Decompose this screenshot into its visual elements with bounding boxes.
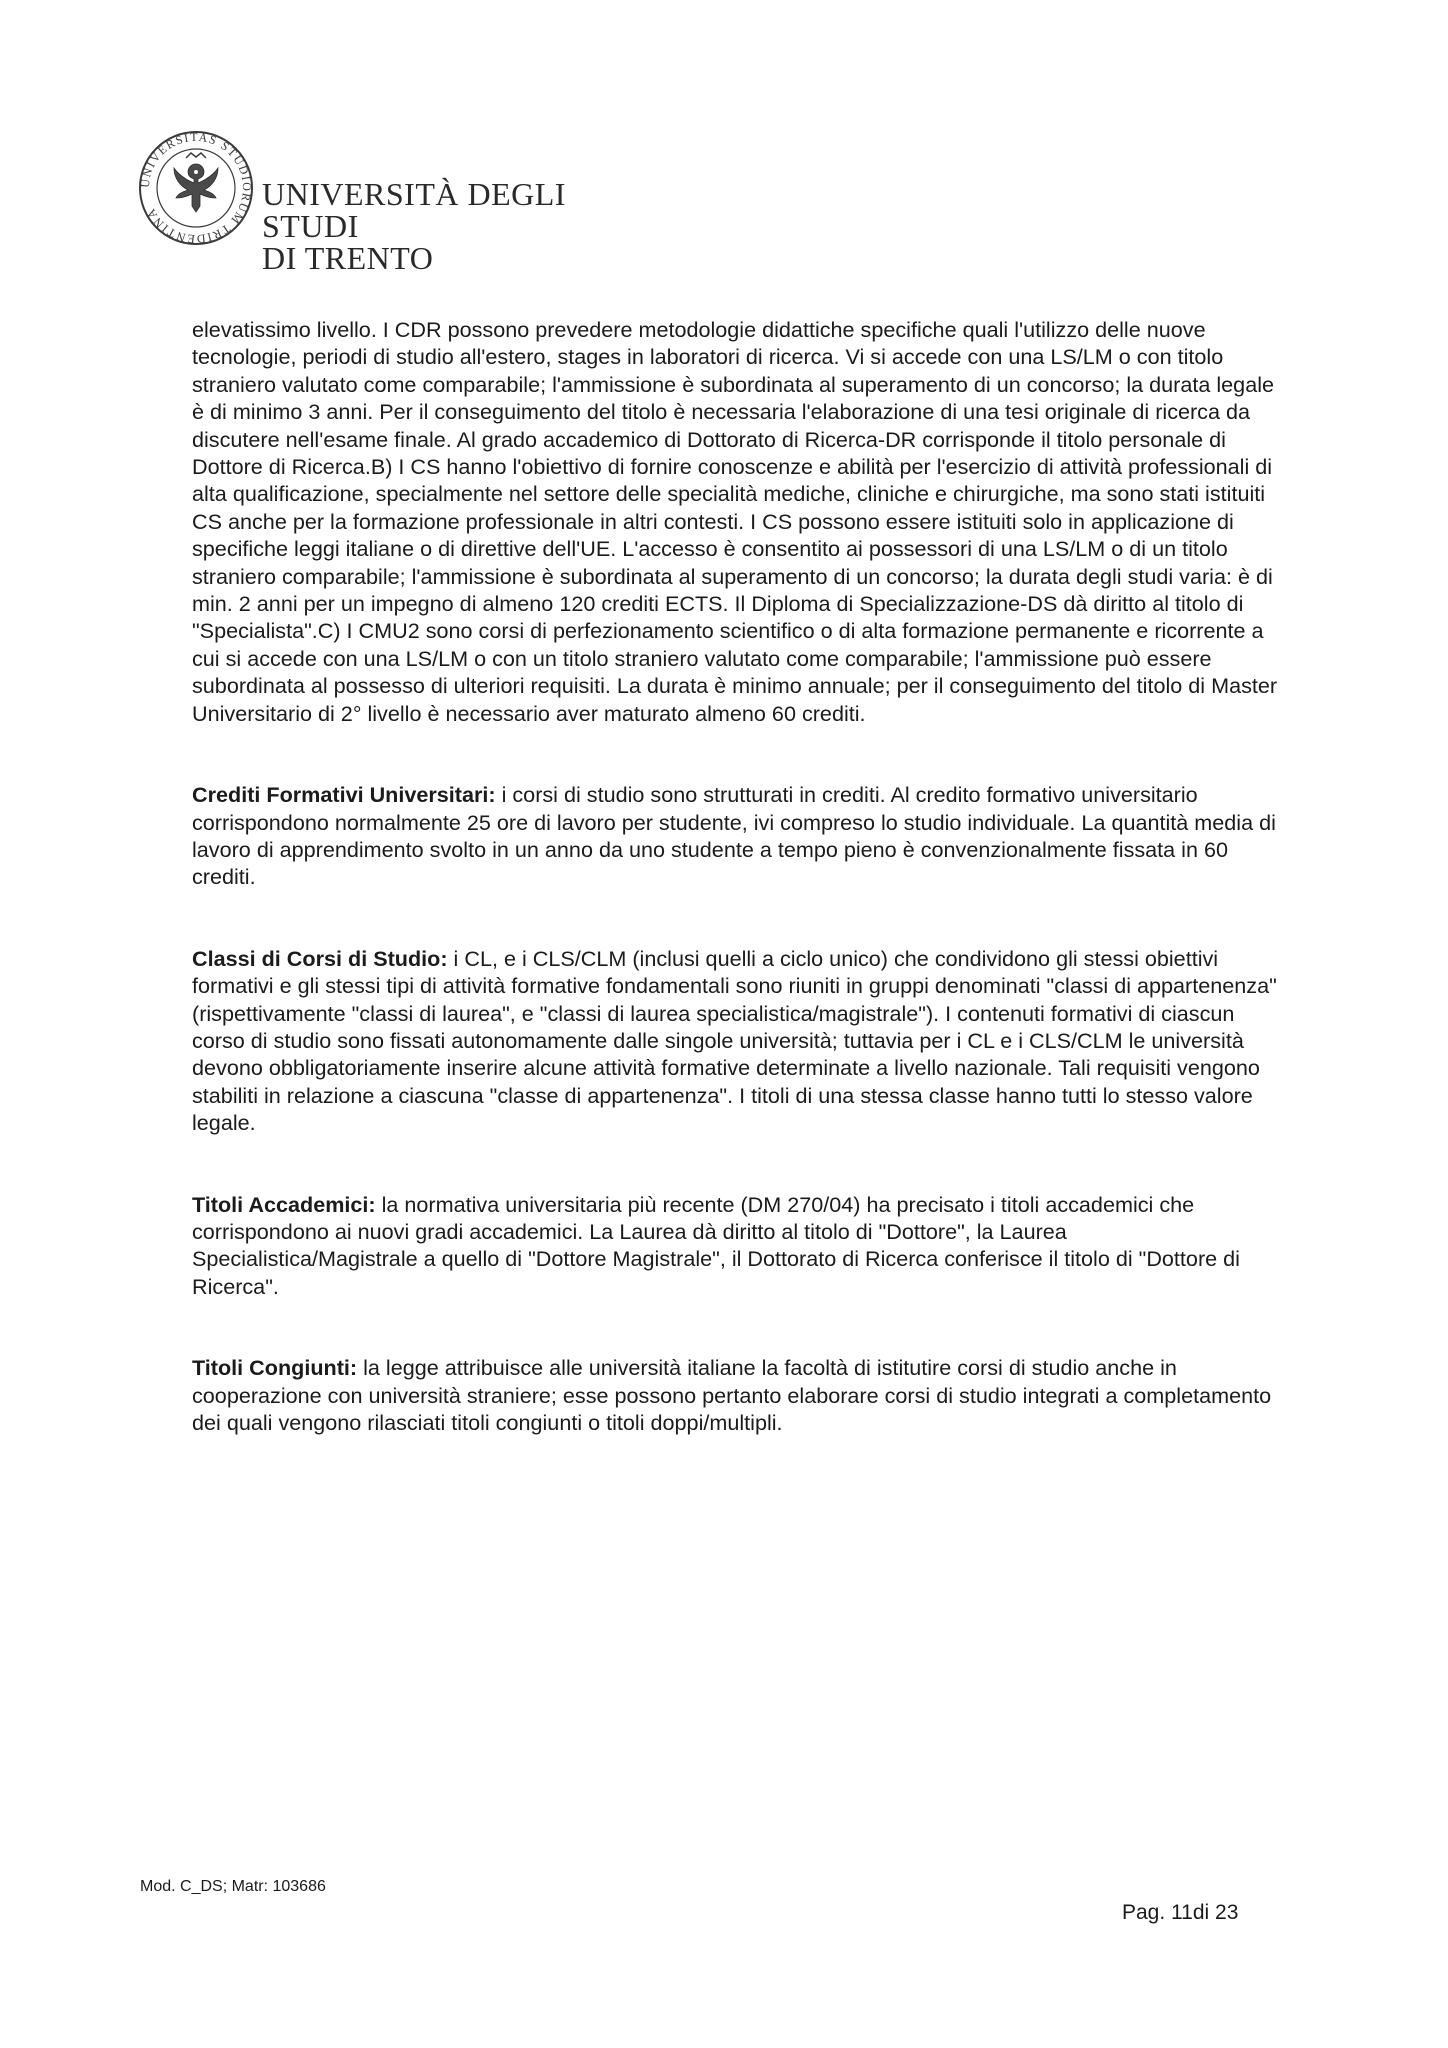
paragraph-classi — [192, 945, 1282, 1137]
footer-page-number: Pag. 11di 23 — [1122, 1901, 1239, 1924]
heading-crediti: Crediti Formativi Universitari: — [192, 782, 496, 808]
paragraph-titoli-congiunti — [192, 1354, 1282, 1436]
text-titoli-congiunti: la legge attribuisce alle università italiane la facoltà di istitutire corsi di studio anche in cooperazione con università straniere; esse possono pertanto elaborare corsi di studio integrati a completamento dei quali vengono rilasciati titoli congiunti o titoli doppi/multipli. — [192, 1355, 1272, 1435]
document-body — [192, 316, 1282, 1436]
university-name-line1: UNIVERSITÀ DEGLI STUDI — [262, 176, 566, 244]
paragraph-titoli-accademici — [192, 1191, 1282, 1301]
university-seal-icon — [136, 128, 256, 248]
text-titoli-accademici: la normativa universitaria più recente (DM 270/04) ha precisato i titoli accademici che corrispondono ai nuovi gradi accademici. La Laurea dà diritto al titolo di "Dottore", la Laurea Specialistica/Magistrale a quello di "Dottore Magistrale", il Dottorato di Ricerca conferisce il titolo di "Dottore di Ricerca". — [192, 1191, 1240, 1299]
svg-text:UNIVERSITAS STUDIORUM TRIDENTI: UNIVERSITAS STUDIORUM TRIDENTINA — [137, 129, 255, 247]
paragraph-degree-types: elevatissimo livello. I CDR possono prevedere metodologie didattiche specifiche quali l'utilizzo delle nuove tecnologie, periodi di studio all'estero, stages in laboratori di ricerca. Vi si accede con una LS/LM o con titolo straniero valutato come comparabile; l'ammissione è subordinata al superamento di un concorso; la durata legale è di minimo 3 anni. Per il conseguimento del titolo è necessaria l'elaborazione di una tesi originale di ricerca da discutere nell'esame finale. Al grado accademico di Dottorato di Ricerca-DR corrisponde il titolo personale di Dottore di Ricerca.B) I CS hanno l'obiettivo di fornire conoscenze e abilità per l'esercizio di attività professionali di alta qualificazione, specialmente nel settore delle specialità mediche, cliniche e chirurgiche, ma sono stati istituiti CS anche per la formazione professionale in altri contesti. I CS possono essere istituiti solo in applicazione di specifiche leggi italiane o di direttive dell'UE. L'accesso è consentito ai possessori di una LS/LM o di un titolo straniero comparabile; l'ammissione è subordinata al superamento di un concorso; la durata degli studi varia: è di min. 2 anni per un impegno di almeno 120 crediti ECTS. Il Diploma di Specializzazione-DS dà diritto al titolo di "Specialista".C) I CMU2 sono corsi di perfezionamento scientifico o di alta formazione permanente e ricorrente a cui si accede con una LS/LM o con un titolo straniero valutato come comparabile; l'ammissione può essere subordinata al possesso di ulteriori requisiti. La durata è minimo annuale; per il conseguimento del titolo di Master Universitario di 2° livello è necessario aver maturato almeno 60 crediti. — [192, 317, 1278, 726]
heading-classi: Classi di Corsi di Studio: — [192, 945, 448, 971]
footer-module-code: Mod. C_DS; Matr: 103686 — [140, 1878, 326, 1895]
letterhead — [136, 128, 656, 276]
text-crediti: i corsi di studio sono strutturati in crediti. Al credito formativo universitario corrispondono normalmente 25 ore di lavoro per studente, ivi compreso lo studio individuale. La quantità media di lavoro di apprendimento svolto in un anno da uno studente a tempo pieno è convenzionalmente fissata in 60 crediti. — [192, 782, 1276, 890]
paragraph-crediti — [192, 781, 1282, 891]
text-classi: i CL, e i CLS/CLM (inclusi quelli a ciclo unico) che condividono gli stessi obiettivi formativi e gli stessi tipi di attività formative fondamentali sono riuniti in gruppi denominati "classi di appartenenza" (rispettivamente "classi di laurea", e "classi di laurea specialistica/magistrale"). I contenuti formativi di ciascun corso di studio sono fissati autonomamente dalle singole università; tuttavia per i CL e i CLS/CLM le università devono obbligatoriamente inserire alcune attività formative determinate a livello nazionale. Tali requisiti vengono stabiliti in relazione a ciascuna "classe di appartenenza". I titoli di una stessa classe hanno tutti lo stesso valore legale. — [192, 945, 1277, 1136]
university-name — [262, 178, 656, 274]
university-name-line2: DI TRENTO — [262, 240, 434, 276]
heading-titoli-accademici: Titoli Accademici: — [192, 1191, 376, 1217]
heading-titoli-congiunti: Titoli Congiunti: — [192, 1355, 358, 1381]
